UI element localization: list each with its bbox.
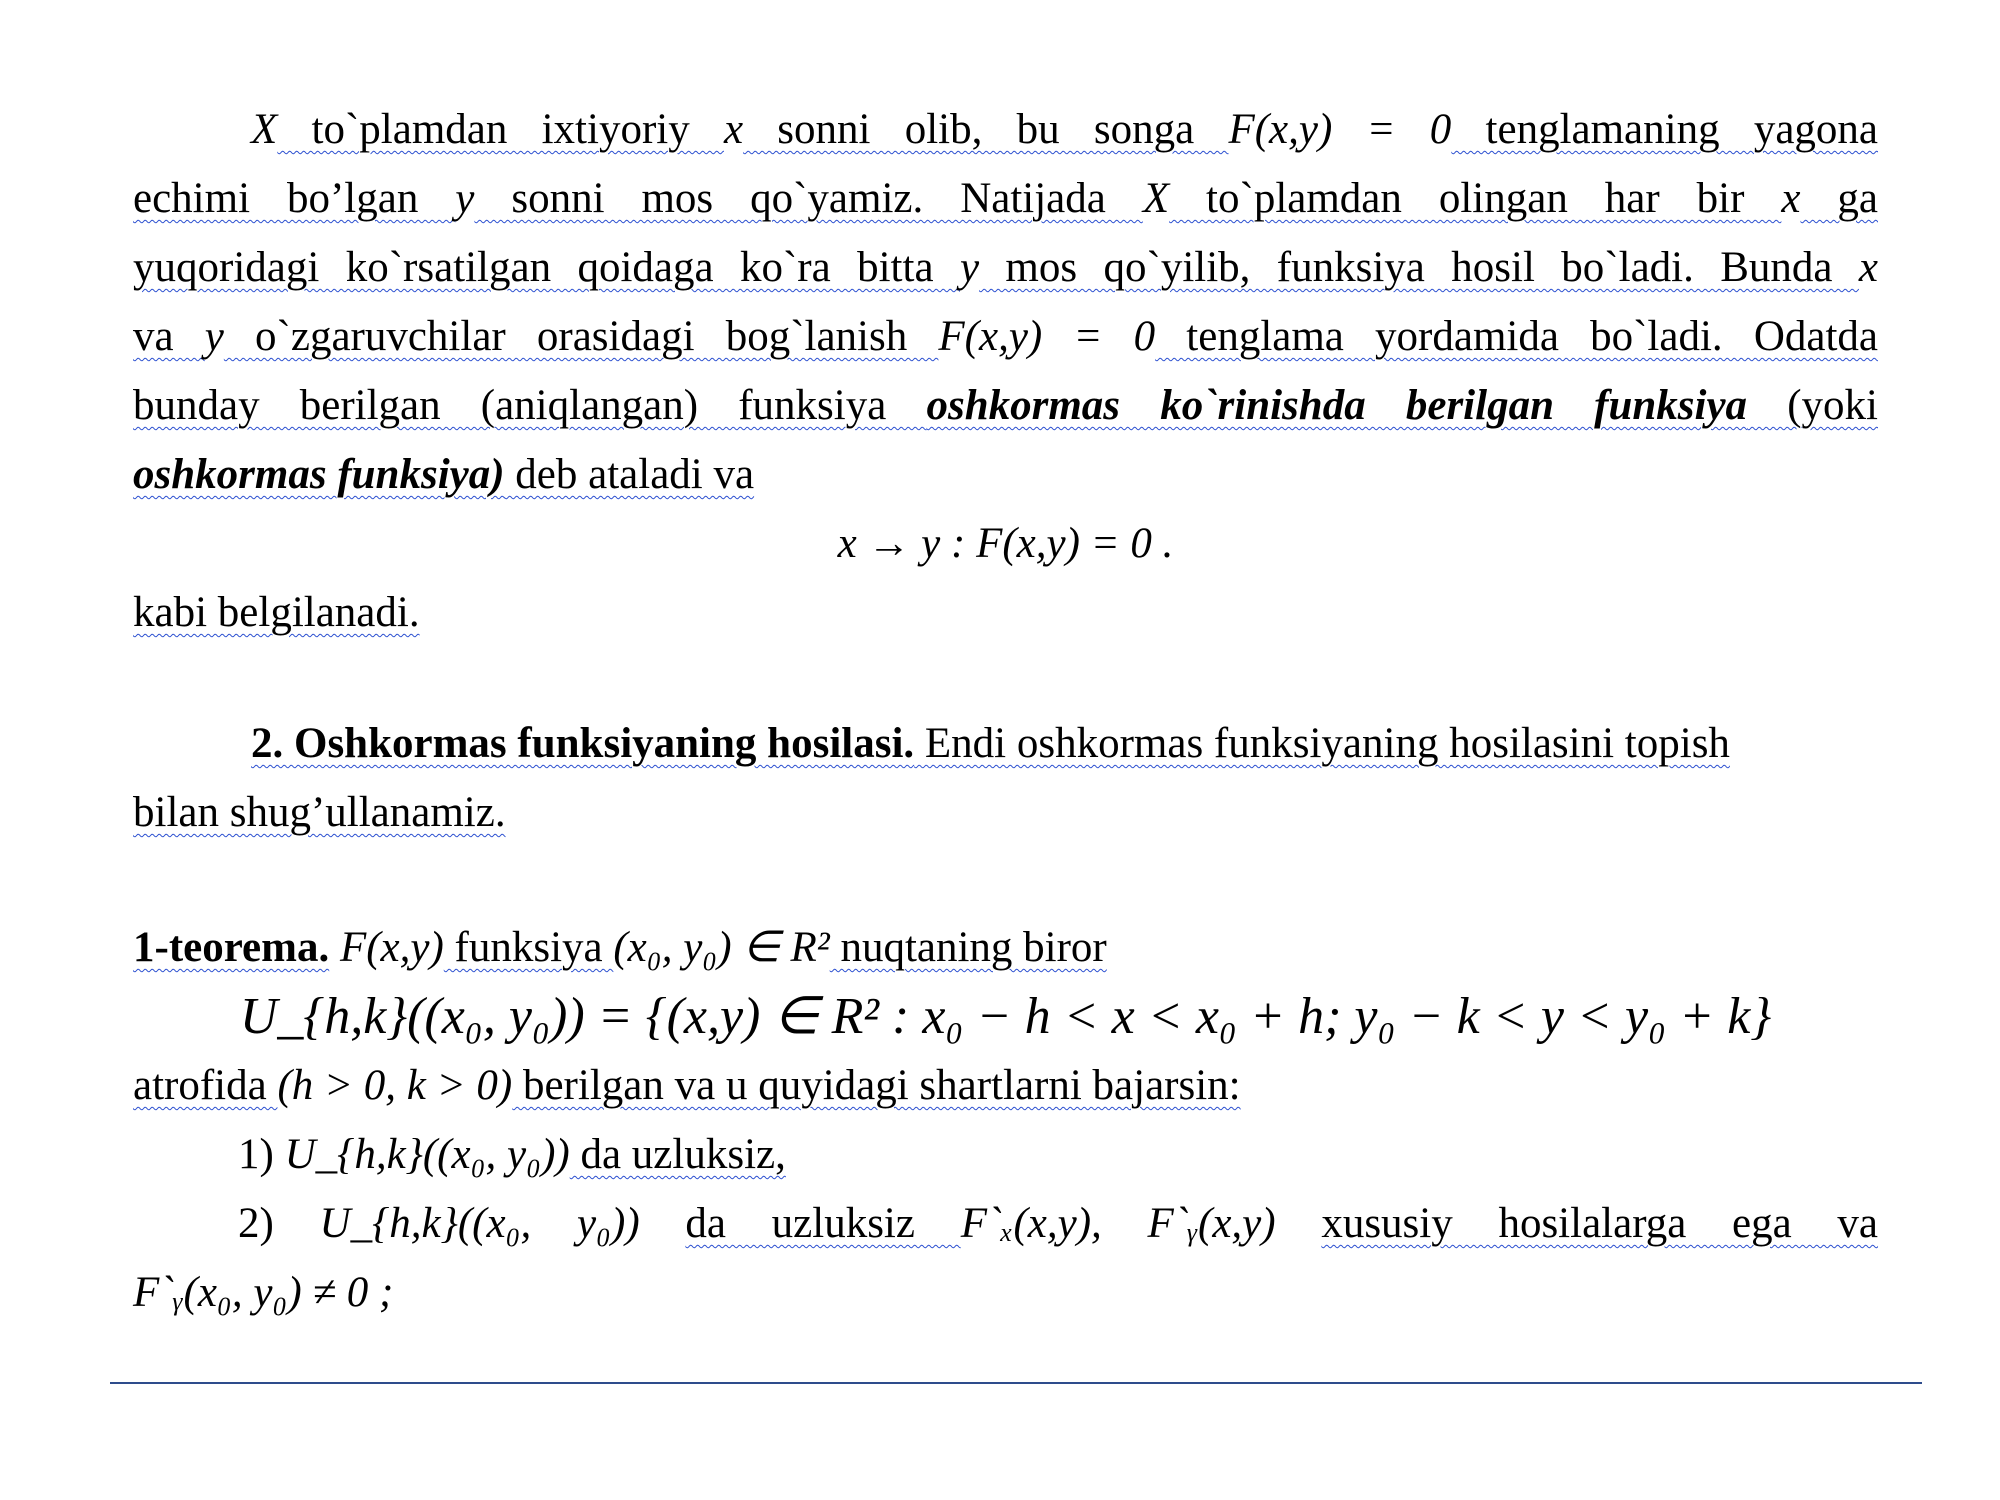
theorem-text-nuqta: nuqtaning biror xyxy=(829,924,1107,971)
condition-1-number: 1) xyxy=(238,1131,285,1178)
math-expression: x xyxy=(1781,175,1801,222)
document-body xyxy=(133,95,1878,1327)
math-expression: F(x,y) = 0 xyxy=(938,313,1156,360)
condition-2-last: F`ᵧ(x₀, y₀) ≠ 0 ; xyxy=(133,1269,394,1316)
math-expression: x xyxy=(1858,244,1879,291)
text-run: yuqoridagi ko`rsatilgan qoidaga ko`ra bitta xyxy=(133,244,960,291)
formula-implicit: x → y : F(x,y) = 0 . xyxy=(837,520,1174,567)
condition-1 xyxy=(133,1120,1878,1189)
emphasized-term: oshkormas ko`rinishda berilgan funksiya xyxy=(926,382,1748,429)
math-expression: X xyxy=(251,106,278,153)
theorem-label: 1-teorema. xyxy=(133,924,330,971)
condition-2-math: U_{h,k}((x₀, y₀)) xyxy=(319,1200,640,1247)
section2-text2: bilan shug’ullanamiz. xyxy=(133,789,506,836)
theorem-F: F(x,y) xyxy=(339,924,444,971)
text-run: va xyxy=(133,313,205,360)
formula-neighbourhood: U_{h,k}((x₀, y₀)) = {(x,y) ∈ R² : x₀ − h < x < x₀ + h; y₀ − k < y < y₀ + k} xyxy=(239,988,1772,1045)
para1-line1 xyxy=(133,95,1878,164)
condition-2-text2: xususiy hosilalarga ega va xyxy=(1321,1200,1879,1247)
text-run: to`plamdan olingan har bir xyxy=(1169,175,1782,222)
condition-2-number: 2) xyxy=(238,1200,320,1247)
condition-2-fx: F`ₓ(x,y), xyxy=(960,1200,1102,1247)
theorem-line1 xyxy=(133,913,1878,982)
text-run: ( xyxy=(1747,382,1802,429)
page-bottom-rule xyxy=(110,1382,1922,1384)
math-expression: y xyxy=(959,244,980,291)
text-run: yoki xyxy=(1801,382,1878,429)
para1-line3 xyxy=(133,233,1878,302)
para1-line4 xyxy=(133,302,1878,371)
theorem-point: (x₀, y₀) ∈ R² xyxy=(613,924,830,971)
theorem-text-shartlar: berilgan va u quyidagi shartlarni bajarsin: xyxy=(512,1062,1241,1109)
text-run: ga xyxy=(1800,175,1878,222)
condition-2 xyxy=(133,1189,1878,1258)
theorem-hk: (h > 0, k > 0) xyxy=(277,1062,513,1109)
para1-line7: kabi belgilanadi. xyxy=(133,589,420,636)
section2-text1: Endi oshkormas funksiyaning hosilasini topish xyxy=(914,720,1730,767)
para1-line2 xyxy=(133,164,1878,233)
math-expression: F(x,y) = 0 xyxy=(1228,106,1452,153)
math-expression: X xyxy=(1142,175,1170,222)
emphasized-term: oshkormas funksiya) xyxy=(133,451,505,498)
para1-line5 xyxy=(133,371,1878,440)
theorem-text-atrofida: atrofida xyxy=(133,1062,278,1109)
text-run: deb ataladi va xyxy=(504,451,755,498)
text-run: echimi bo’lgan xyxy=(133,175,456,222)
text-run: o`zgaruvchilar orasidagi bog`lanish xyxy=(223,313,939,360)
condition-2-text1: da uzluksiz xyxy=(685,1200,961,1247)
section2-heading: 2. Oshkormas funksiyaning hosilasi. xyxy=(251,720,915,767)
theorem-text-funksiya: funksiya xyxy=(443,924,614,971)
condition-1-math: U_{h,k}((x₀, y₀)) xyxy=(284,1131,570,1178)
text-run: to`plamdan ixtiyoriy xyxy=(277,106,724,153)
math-expression: y xyxy=(455,175,475,222)
math-expression: y xyxy=(204,313,224,360)
condition-2-fy: F`ᵧ(x,y) xyxy=(1147,1200,1276,1247)
text-run: tenglamaning yagona xyxy=(1451,106,1879,153)
condition-1-text: da uzluksiz, xyxy=(569,1131,786,1178)
text-run: tenglama yordamida bo`ladi. Odatda xyxy=(1155,313,1879,360)
text-run: mos qo`yilib, funksiya hosil bo`ladi. Bunda xyxy=(979,244,1859,291)
text-run: sonni mos qo`yamiz. Natijada xyxy=(474,175,1143,222)
text-run: bunday berilgan (aniqlangan) funksiya xyxy=(133,382,927,429)
section2-line1 xyxy=(133,709,1878,778)
para1-line6 xyxy=(133,440,1878,509)
math-expression: x xyxy=(723,106,744,153)
theorem-line3 xyxy=(133,1051,1878,1120)
text-run: sonni olib, bu songa xyxy=(743,106,1229,153)
